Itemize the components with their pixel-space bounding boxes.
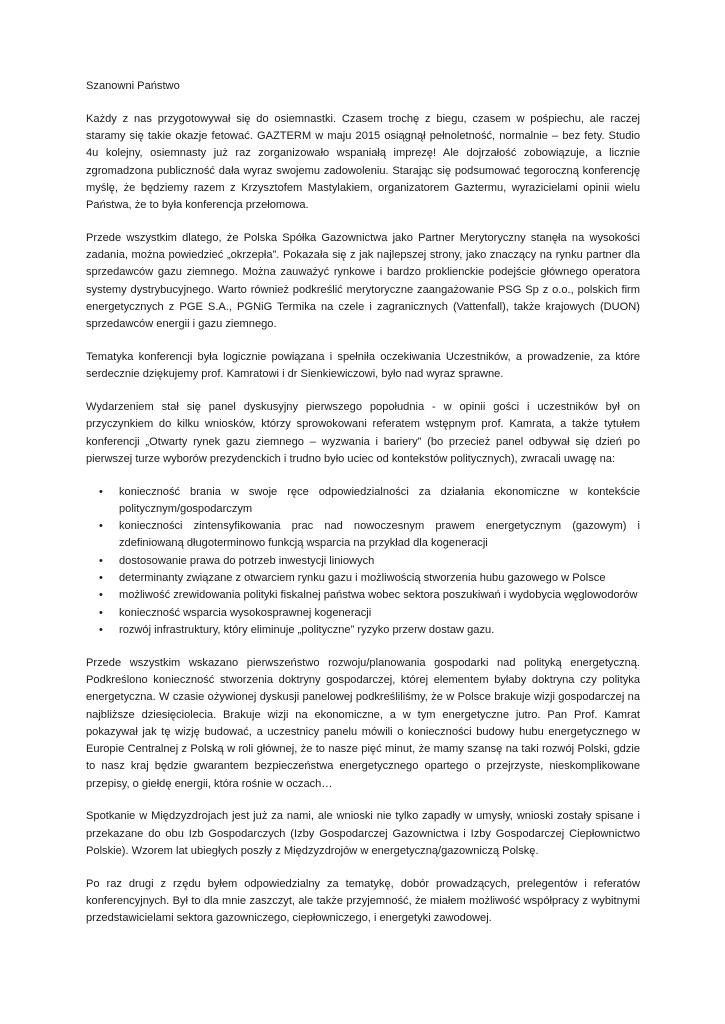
letter-page [86,78,640,943]
list-item: • rozwój infrastruktury, który eliminuje „polityczne” ryzyko przerw dostaw gazu. [86,622,640,639]
paragraph-intro-1: Każdy z nas przygotowywał się do osiemnastki. Czasem trochę z biegu, czasem w pośpiechu, ale raczej staramy się takie okazje fetować. GAZTERM w maju 2015 osiągnął pełnoletność, normalnie – bez fety. Studio 4u kolejny, osiemnasty już raz zorganizowało wspaniałą imprezę! Ale dojrzałość zobowiązuje, a licznie zgromadzona publiczność dała wyraz swojemu zadowoleniu. Starając się podsumować tegoroczną konferencję myślę, że będziemy razem z Krzysztofem Mastylakiem, organizatorem Gaztermu, wyrazicielami opinii wielu Państwa, że to była konferencja przełomowa. [86,112,640,212]
conclusions-list [86,484,640,640]
paragraph-outro-1: Przede wszystkim wskazano pierwszeństwo rozwoju/planowania gospodarki nad polityką energetyczną. Podkreślono konieczność stworzenia doktryny gospodarczej, której elementem byłaby doktryna czy polityka energetyczna. W czasie ożywionej dyskusji panelowej podkreśliliśmy, że w Polsce brakuje wizji gospodarczej na najbliższe dziesięciolecia. Brakuje wizji na ekonomiczne, a w tym energetyczne jutro. Pan Prof. Kamrat pokazywał jak tę wizję budować, a uczestnicy panelu mówili o konieczności budowy hubu energetycznego w Europie Centralnej z Polską w roli głównej, że to nasze pięć minut, że mamy szansę na taki rozwój Polski, gdzie to nasz kraj będzie gwarantem bezpieczeństwa energetycznego opartego o przejrzyste, nieskomplikowane przepisy, o giełdę energii, która rośnie w oczach… [86,656,640,790]
paragraph-intro-4: Wydarzeniem stał się panel dyskusyjny pierwszego popołudnia - w opinii gości i uczestników był on przyczynkiem do kilku wniosków, którzy sprowokowani referatem wstępnym prof. Kamrata, a także tytułem konferencji „Otwarty rynek gazu ziemnego – wyzwania i bariery” (bo przecież panel odbywał się dzień po pierwszej turze wyborów prezydenckich i trudno było uciec od kontekstów politycznych), zwracali uwagę na: [86,401,640,465]
list-item: • konieczność wsparcia wysokosprawnej kogeneracji [86,605,640,622]
paragraph-outro-2: Spotkanie w Międzyzdrojach jest już za nami, ale wnioski nie tylko zapadły w umysły, wnioski zostały spisane i przekazane do obu Izb Gospodarczych (Izby Gospodarczej Gazownictwa i Izby Gospodarczej Ciepłownictwo Polskie). Wzorem lat ubiegłych poszły z Międzyzdrojów w energetyczną/gazowniczą Polskę. [86,810,640,858]
greeting: Szanowni Państwo [86,80,180,92]
list-item: • możliwość zrewidowania polityki fiskalnej państwa wobec sektora poszukiwań i wydobycia węglowodorów [86,587,640,604]
paragraph-outro-3: Po raz drugi z rzędu byłem odpowiedzialny za tematykę, dobór prowadzących, prelegentów i referatów konferencyjnych. Był to dla mnie zaszczyt, ale także przyjemność, że miałem możliwość współpracy z wybitnymi przedstawicielami sektora gazowniczego, ciepłowniczego, i energetyki zawodowej. [86,877,640,925]
list-item: • konieczność brania w swoje ręce odpowiedzialności za działania ekonomiczne w kontekście politycznym/gospodarczym [86,484,640,519]
list-item: • konieczności zintensyfikowania prac nad nowoczesnym prawem energetycznym (gazowym) i zdefiniowaną długoterminowo funkcją wsparcia na przykład dla kogeneracji [86,518,640,553]
paragraph-intro-2: Przede wszystkim dlatego, że Polska Spółka Gazownictwa jako Partner Merytoryczny stanęła na wysokości zadania, można powiedzieć „okrzepła”. Pokazała się z jak najlepszej strony, jako znaczący na rynku partner dla sprzedawców gazu ziemnego. Można zauważyć rynkowe i bardzo proklienckie podejście głównego operatora systemy dystrybucyjnego. Warto również podkreślić merytoryczne zaangażowanie PSG Sp z o.o., polskich firm energetycznych z PGE S.A., PGNiG Termika na czele i zagranicznych (Vattenfall), także krajowych (DUON) sprzedawców energii i gazu ziemnego. [86,231,640,331]
list-item: • dostosowanie prawa do potrzeb inwestycji liniowych [86,553,640,570]
paragraph-intro-3: Tematyka konferencji była logicznie powiązana i spełniła oczekiwania Uczestników, a prowadzenie, za które serdecznie dziękujemy prof. Kamratowi i dr Sienkiewiczowi, było nad wyraz sprawne. [86,351,640,381]
list-item: • determinanty związane z otwarciem rynku gazu i możliwością stworzenia hubu gazowego w Polsce [86,570,640,587]
